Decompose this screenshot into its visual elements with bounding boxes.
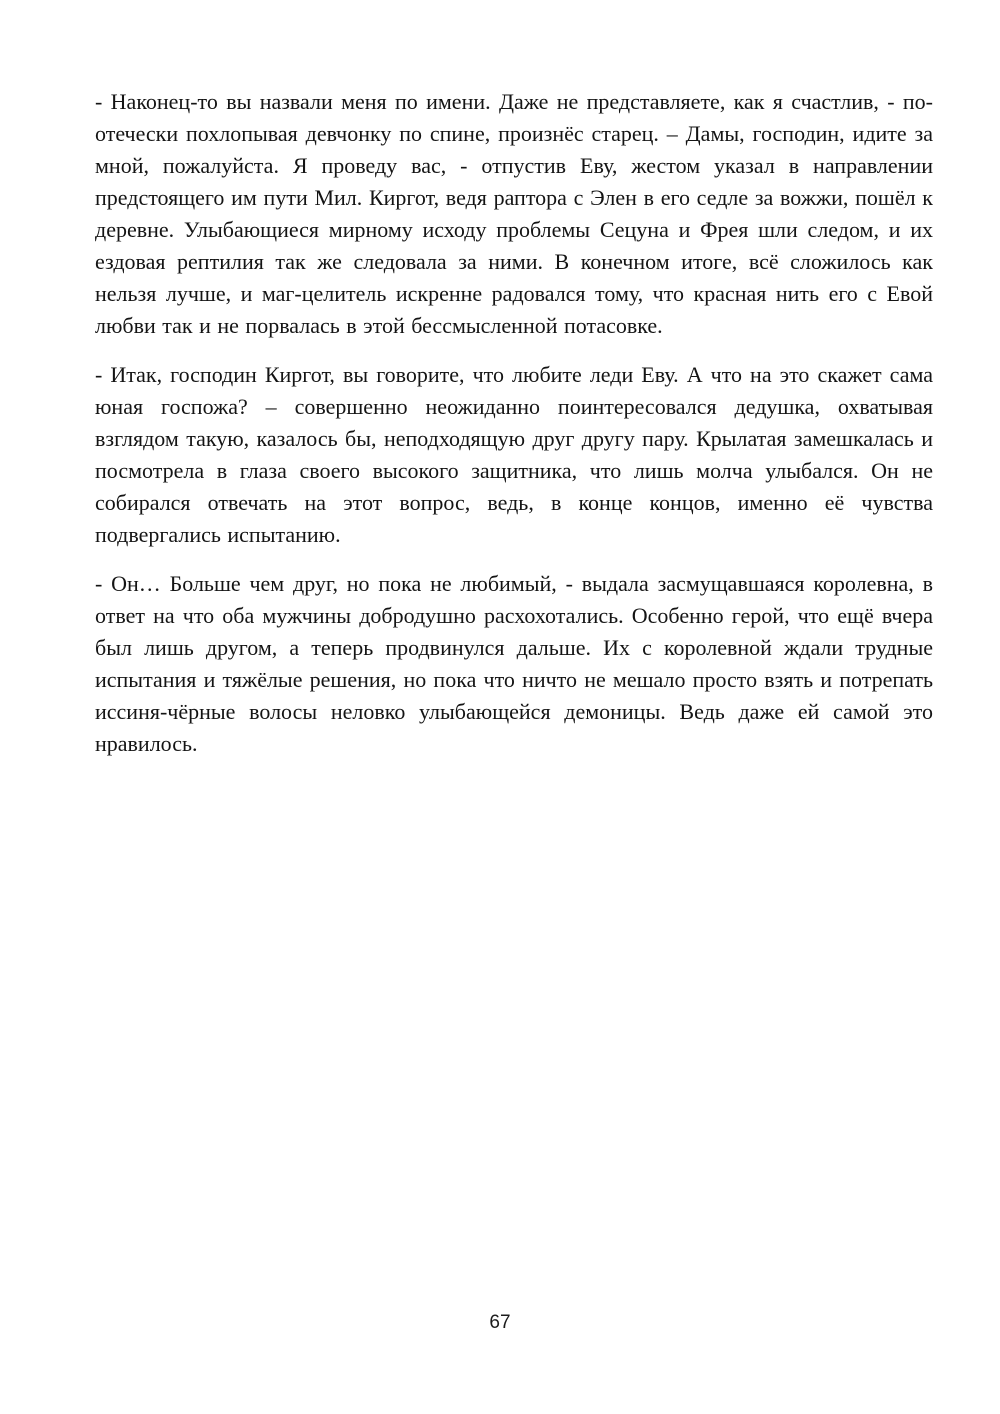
- paragraph: - Итак, господин Киргот, вы говорите, что любите леди Еву. А что на это скажет сама юная госпожа? – совершенно неожиданно поинтересовался дедушка, охватывая взглядом такую, казалось бы, неподходящую друг другу пару. Крылатая замешкалась и посмотрела в глаза своего высокого защитника, что лишь молча улыбался. Он не собирался отвечать на этот вопрос, ведь, в конце концов, именно её чувства подвергались испытанию.: [95, 362, 933, 547]
- text-block: [95, 86, 933, 777]
- page-footer: [0, 1312, 1000, 1334]
- paragraph: - Наконец-то вы назвали меня по имени. Даже не представляете, как я счастлив, - по-отечески похлопывая девчонку по спине, произнёс старец. – Дамы, господин, идите за мной, пожалуйста. Я проведу вас, - отпустив Еву, жестом указал в направлении предстоящего им пути Мил. Киргот, ведя раптора с Элен в его седле за вожжи, пошёл к деревне. Улыбающиеся мирному исходу проблемы Сецуна и Фрея шли следом, и их ездовая рептилия так же следовала за ними. В конечном итоге, всё сложилось как нельзя лучше, и маг-целитель искренне радовался тому, что красная нить его с Евой любви так и не порвалась в этой бессмысленной потасовке.: [95, 89, 933, 338]
- paragraph: - Он… Больше чем друг, но пока не любимый, - выдала засмущавшаяся королевна, в ответ на что оба мужчины добродушно расхохотались. Особенно герой, что ещё вчера был лишь другом, а теперь продвинулся дальше. Их с королевной ждали трудные испытания и тяжёлые решения, но пока что ничто не мешало просто взять и потрепать иссиня-чёрные волосы неловко улыбающейся демоницы. Ведь даже ей самой это нравилось.: [95, 571, 933, 756]
- page-number: 67: [489, 1312, 511, 1333]
